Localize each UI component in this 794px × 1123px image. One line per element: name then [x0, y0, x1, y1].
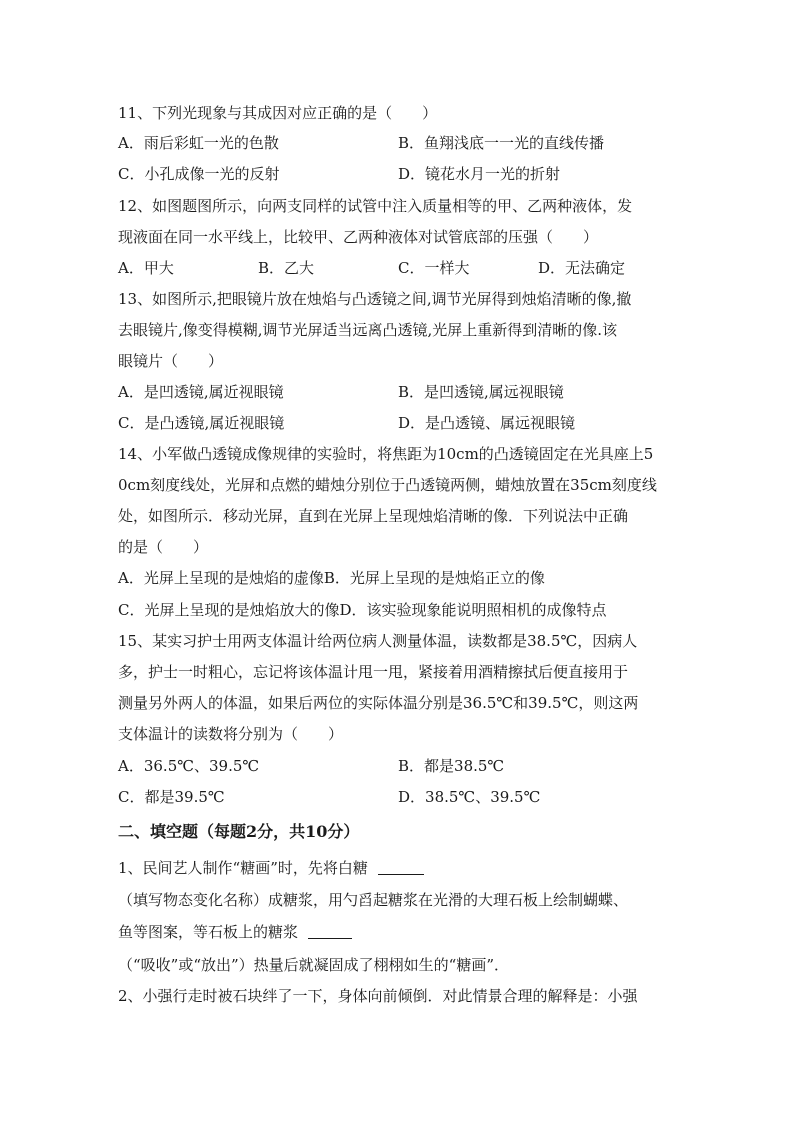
- q15-stem-line2: 多，护士一时粗心，忘记将该体温计甩一甩，紧接着用酒精擦拭后便直接用于: [118, 663, 629, 681]
- q13-stem-line1: 13、如图所示,把眼镜片放在烛焰与凸透镜之间,调节光屏得到烛焰清晰的像,撤: [118, 290, 632, 308]
- q11-option-d: D．镜花水月一光的折射: [398, 165, 561, 183]
- q15-stem-line3: 测量另外两人的体温，如果后两位的实际体温分别是36.5℃和39.5℃，则这两: [118, 694, 639, 712]
- q13-stem-line3: 眼镜片（ ）: [118, 352, 224, 370]
- answer-blank-1[interactable]: [378, 874, 424, 875]
- q13-option-a: A．是凹透镜,属近视眼镜: [118, 383, 284, 401]
- f1-line3-text: 鱼等图案，等石板上的糖浆: [118, 923, 299, 941]
- q12-option-d: D．无法确定: [538, 259, 626, 277]
- q14-options-cd: C．光屏上呈现的是烛焰放大的像D．该实验现象能说明照相机的成像特点: [118, 601, 607, 619]
- q11-option-c: C．小孔成像一光的反射: [118, 165, 280, 183]
- f1-line4: （“吸收”或“放出”）热量后就凝固成了栩栩如生的“糖画”．: [118, 956, 510, 974]
- f1-line2: （填写物态变化名称）成糖浆，用勺舀起糖浆在光滑的大理石板上绘制蝴蝶、: [118, 891, 629, 909]
- q13-option-b: B．是凹透镜,属远视眼镜: [398, 383, 564, 401]
- q15-option-d: D．38.5℃、39.5℃: [398, 788, 541, 806]
- q15-option-c: C．都是39.5℃: [118, 788, 225, 806]
- q13-option-d: D．是凸透镜、属远视眼镜: [398, 414, 576, 432]
- q15-option-b: B．都是38.5℃: [398, 757, 505, 775]
- q14-stem-line3: 处，如图所示．移动光屏，直到在光屏上呈现烛焰清晰的像．下列说法中正确: [118, 507, 629, 525]
- q14-stem-line2: 0cm刻度线处，光屏和点燃的蜡烛分别位于凸透镜两侧，蜡烛放置在35cm刻度线: [118, 476, 657, 494]
- f1-line3: [118, 922, 678, 942]
- q13-option-c: C．是凸透镜,属近视眼镜: [118, 414, 285, 432]
- q14-stem-line1: 14、小军做凸透镜成像规律的实验时，将焦距为10cm的凸透镜固定在光具座上5: [118, 445, 654, 463]
- q14-options-ab: A．光屏上呈现的是烛焰的虚像B．光屏上呈现的是烛焰正立的像: [118, 569, 545, 587]
- q12-option-c: C．一样大: [398, 259, 470, 277]
- answer-blank-2[interactable]: [308, 938, 352, 939]
- q11-option-a: A．雨后彩虹一光的色散: [118, 134, 279, 152]
- q13-stem-line2: 去眼镜片,像变得模糊,调节光屏适当远离凸透镜,光屏上重新得到清晰的像.该: [118, 321, 618, 339]
- section-2-heading: 二、填空题（每题2分，共10分）: [118, 822, 360, 841]
- q11-stem: 11、下列光现象与其成因对应正确的是（ ）: [118, 104, 438, 122]
- q15-stem-line4: 支体温计的读数将分别为（ ）: [118, 725, 344, 743]
- q12-stem-line1: 12、如图题图所示，向两支同样的试管中注入质量相等的甲、乙两种液体，发: [118, 197, 633, 215]
- q14-stem-line4: 的是（ ）: [118, 538, 209, 556]
- q12-option-b: B．乙大: [258, 259, 315, 277]
- f2-line1: 2、小强行走时被石块绊了一下，身体向前倾倒．对此情景合理的解释是：小强: [118, 987, 638, 1005]
- f1-line1: [118, 858, 678, 878]
- q15-stem-line1: 15、某实习护士用两支体温计给两位病人测量体温，读数都是38.5℃，因病人: [118, 632, 638, 650]
- f1-line1-text: 1、民间艺人制作“糖画”时，先将白糖: [118, 859, 368, 877]
- q11-option-b: B．鱼翔浅底一一光的直线传播: [398, 134, 605, 152]
- q15-option-a: A．36.5℃、39.5℃: [118, 757, 260, 775]
- q12-option-a: A．甲大: [118, 259, 174, 277]
- q12-stem-line2: 现液面在同一水平线上，比较甲、乙两种液体对试管底部的压强（ ）: [118, 228, 599, 246]
